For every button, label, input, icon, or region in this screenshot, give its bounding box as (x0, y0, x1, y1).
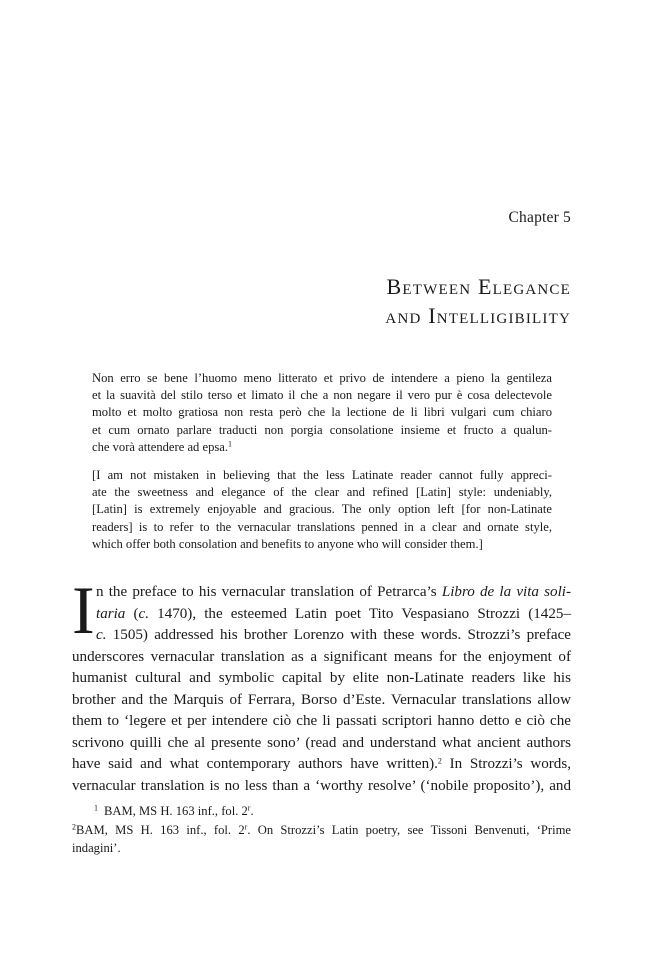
body-line: scrivono quilli che al presente sono’ (read and understand what ancient authors (72, 734, 571, 751)
drop-cap: I (72, 572, 95, 648)
epigraph-line: ate the sweetness and elegance of the clear and refined [Latin] style: undeniably, (92, 485, 552, 500)
body-line: underscores vernacular translation as a significant means for the enjoyment of (72, 648, 571, 665)
body-text: 1470), the esteemed Latin poet Tito Vespasiano Strozzi (1425– (149, 605, 571, 622)
body-text: n the preface to his vernacular translation of Petrarca’s (96, 584, 442, 600)
epigraph-line: et cum ornato parlare traducti non porgia consolatione insieme et fructo a qualun- (92, 422, 552, 437)
footnote-text: . On Strozzi’s Latin poetry, see Tissoni Benvenuti, ‘Prime (247, 822, 571, 837)
body-line (72, 625, 571, 647)
epigraph-line: molto et molto gratiosa non resta però che la lectione de li libri vulgari cum chiaro (92, 405, 552, 420)
body-line: vernacular translation is no less than a ‘worthy resolve’ (‘nobile proposito’), and (72, 777, 571, 794)
body-text: In Strozzi’s words, (441, 756, 571, 772)
footnote-ref: 2 (437, 756, 442, 766)
circa: c. (96, 627, 107, 643)
folio-recto: r (247, 803, 251, 813)
epigraph-line: readers] is to refer to the vernacular translations penned in a clear and ornate style, (92, 519, 552, 534)
body-line (72, 754, 571, 776)
footnote-text: . (250, 804, 254, 818)
epigraph-line: [I am not mistaken in believing that the less Latinate reader cannot fully appreci- (92, 468, 552, 482)
footnote-ref: 1 (228, 439, 233, 449)
epigraph-line: [Latin] is extremely enjoyable and gracious. The only option left [for non-Latinate (92, 502, 552, 517)
chapter-title-line: and Intelligibility (385, 303, 571, 328)
folio-recto: r (244, 822, 248, 832)
epigraph-line: Non erro se bene l’huomo meno litterato et privo de intendere a pieno la gentileza (92, 371, 552, 385)
footnote (72, 821, 571, 840)
footnote-continuation: indagini’. (72, 841, 121, 855)
epigraph-translation (92, 467, 552, 553)
epigraph-line: which offer both consolation and benefits to anyone who will consider them.] (92, 536, 483, 551)
body-line: brother and the Marquis of Ferrara, Borso d’Este. Vernacular translations allow (72, 691, 571, 708)
circa: c. (138, 605, 149, 622)
chapter-title-line: Between Elegance (386, 274, 571, 299)
book-title: Libro de la vita soli- (441, 584, 571, 600)
epigraph-line (92, 439, 552, 456)
footnote (72, 802, 571, 821)
body-line: humanist cultural and symbolic capital by elite non-Latinate readers like his (72, 670, 571, 686)
epigraph-original (92, 370, 552, 456)
body-line: them to ‘legere et per intendere ciò che li passati scriptori hanno detto e ciò che (72, 713, 571, 729)
body-text: have said and what contemporary authors have written). (72, 756, 438, 772)
footnote-text: BAM, MS H. 163 inf., fol. 2 (104, 804, 248, 818)
body-text: ( (125, 605, 139, 622)
footnote-text: BAM, MS H. 163 inf., fol. 2 (76, 822, 245, 837)
footnote-number: 1 (94, 803, 98, 813)
epigraph-line: et la suavità del stilo terso et limato il che a non negare il vero pur è cosa delectevole (92, 388, 552, 403)
body-line (72, 604, 571, 626)
footnotes (72, 802, 571, 858)
chapter-number: Chapter 5 (508, 209, 571, 226)
body-line (72, 582, 571, 604)
body-paragraph (72, 572, 571, 797)
footnote-number: 2 (72, 822, 76, 832)
body-text: 1505) addressed his brother Lorenzo with these words. Strozzi’s preface (106, 627, 571, 643)
chapter-title (151, 272, 571, 330)
epigraph-line-text: che vorà attendere ad epsa. (92, 439, 229, 454)
book-title: taria (96, 605, 126, 622)
